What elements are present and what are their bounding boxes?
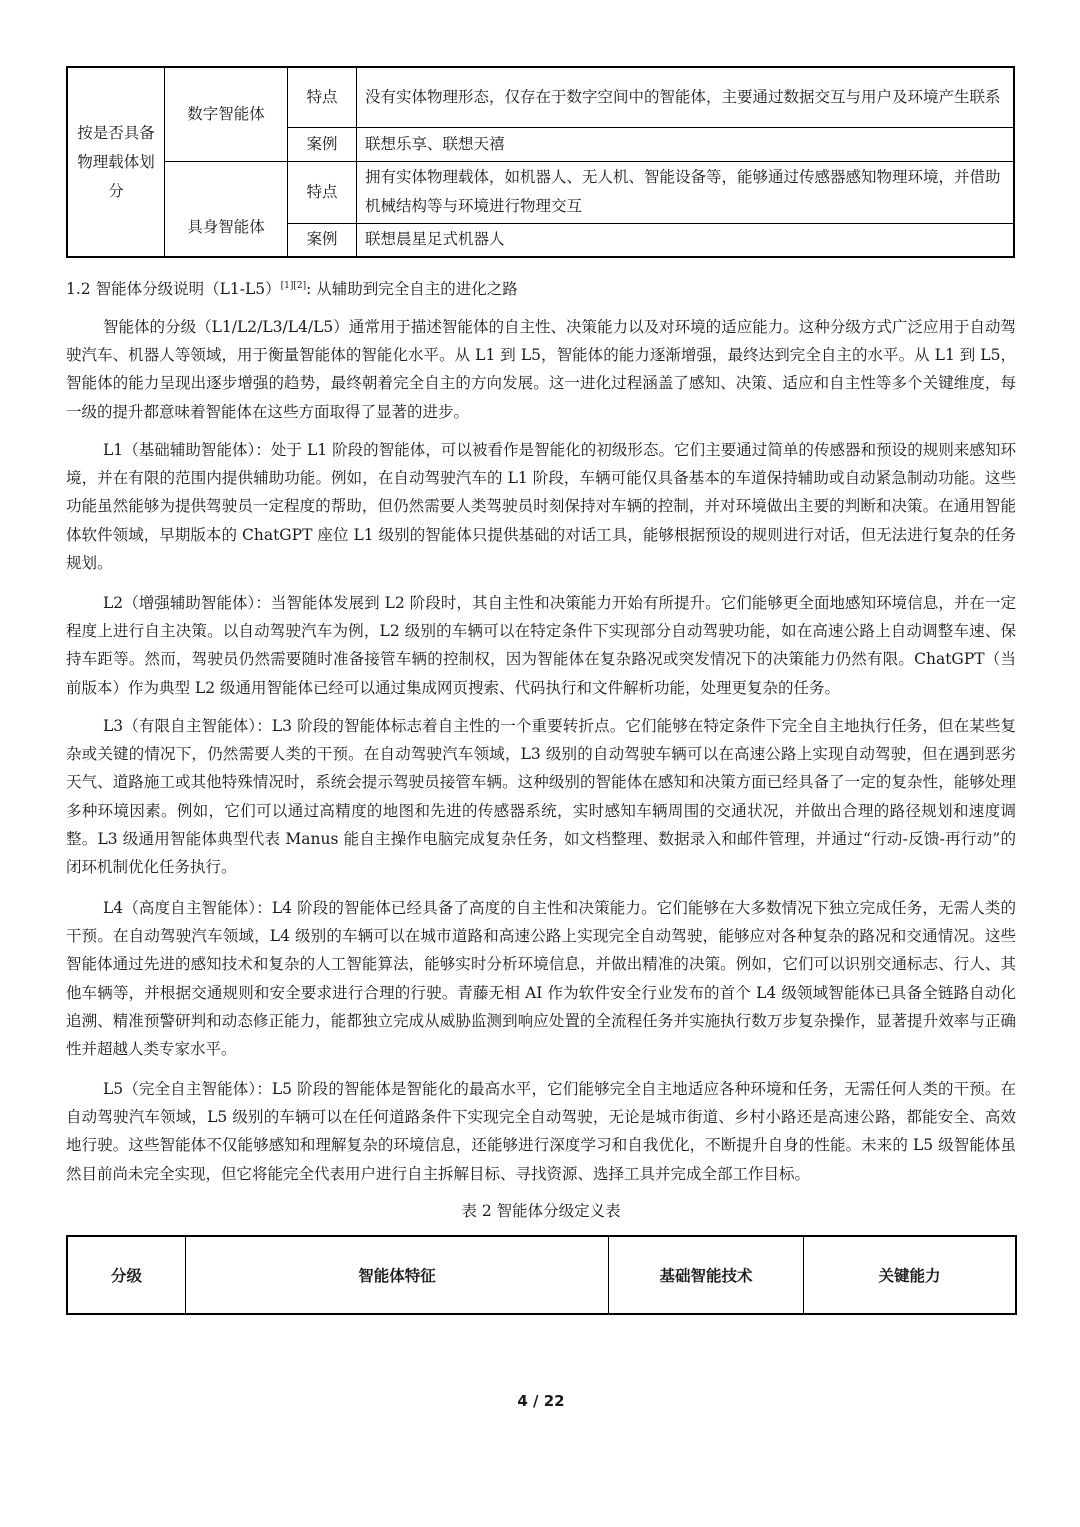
- table-caption: 表 2 智能体分级定义表: [461, 1202, 621, 1220]
- paragraph: 智能体的分级（L1/L2/L3/L4/L5）通常用于描述智能体的自主性、决策能力以及对环境的适应能力。这种分级方式广泛应用于自动驾驶汽车、机器人等领域，用于衡量智能体的智能化水平。从 L1 到 L5，智能体的能力逐渐增强，最终达到完全自主的水平。从 L1 到 L5，智能体的能力呈现出逐步增强的趋势，最终朝着完全自主的方向发展。这一进化过程涵盖了感知、决策、适应和自主性等多个关键维度，每一级的提升都意味着智能体在这些方面取得了显著的进步。: [66, 318, 1016, 421]
- table-header-cell: 基础智能技术: [609, 1236, 804, 1314]
- table-category-cell: 按是否具备物理载体划分: [67, 67, 165, 257]
- classification-table: [66, 66, 1015, 258]
- table-type-cell: 具身智能体: [165, 161, 288, 257]
- section-number: 1.2: [66, 280, 91, 298]
- paragraph: L5（完全自主智能体）：L5 阶段的智能体是智能化的最高水平，它们能够完全自主地适应各种环境和任务，无需任何人类的干预。在自动驾驶汽车领域，L5 级别的车辆可以在任何道路条件下实现完全自动驾驶，无论是城市街道、乡村小路还是高速公路，都能安全、高效地行驶。这些智能体不仅能够感知和理解复杂的环境信息，还能够进行深度学习和自我优化，不断提升自身的性能。未来的 L5 级智能体虽然目前尚未完全实现，但它将能完全代表用户进行自主拆解目标、寻找资源、选择工具并完成全部工作目标。: [66, 1080, 1016, 1183]
- table-value-cell: 拥有实体物理载体，如机器人、无人机、智能设备等，能够通过传感器感知物理环境，并借助机械结构等与环境进行物理交互: [357, 161, 1015, 223]
- section-heading: [66, 273, 518, 302]
- paragraph: L1（基础辅助智能体）：处于 L1 阶段的智能体，可以被看作是智能化的初级形态。它们主要通过简单的传感器和预设的规则来感知环境，并在有限的范围内提供辅助功能。例如，在自动驾驶汽车的 L1 阶段，车辆可能仅具备基本的车道保持辅助或自动紧急制动功能。这些功能虽然能够为提供驾驶员一定程度的帮助，但仍然需要人类驾驶员时刻保持对车辆的控制，并对环境做出主要的判断和决策。在通用智能体软件领域，早期版本的 ChatGPT 座位 L1 级别的智能体只提供基础的对话工具，能够根据预设的规则进行对话，但无法进行复杂的任务规划。: [66, 441, 1016, 572]
- paragraph: L2（增强辅助智能体）：当智能体发展到 L2 阶段时，其自主性和决策能力开始有所提升。它们能够更全面地感知环境信息，并在一定程度上进行自主决策。以自动驾驶汽车为例，L2 级别的车辆可以在特定条件下实现部分自动驾驶功能，如在高速公路上自动调整车速、保持车距等。然而，驾驶员仍然需要随时准备接管车辆的控制权，因为智能体在复杂路况或突发情况下的决策能力仍然有限。ChatGPT（当前版本）作为典型 L2 级通用智能体已经可以通过集成网页搜索、代码执行和文件解析功能，处理更复杂的任务。: [66, 594, 1016, 697]
- table-header-cell: 智能体特征: [186, 1236, 609, 1314]
- table-value-cell: 联想乐享、联想天禧: [357, 127, 1015, 161]
- section-title: 智能体分级说明（L1-L5）: [95, 280, 281, 298]
- table-value-cell: 没有实体物理形态，仅存在于数字空间中的智能体，主要通过数据交互与用户及环境产生联系: [357, 67, 1015, 127]
- table-header-cell: 关键能力: [804, 1236, 1017, 1314]
- paragraph: L4（高度自主智能体）：L4 阶段的智能体已经具备了高度的自主性和决策能力。它们能够在大多数情况下独立完成任务，无需人类的干预。在自动驾驶汽车领域，L4 级别的车辆可以在城市道路和高速公路上实现完全自动驾驶，能够应对各种复杂的路况和交通情况。这些智能体通过先进的感知技术和复杂的人工智能算法，能够实时分析环境信息，并做出精准的决策。例如，它们可以识别交通标志、行人、其他车辆等，并根据交通规则和安全要求进行合理的行驶。青藤无相 AI 作为软件安全行业发布的首个 L4 级领域智能体已具备全链路自动化追溯、精准预警研判和动态修正能力，能都独立完成从威胁监测到响应处置的全流程任务并实施执行数万步复杂操作，显著提升效率与正确性并超越人类专家水平。: [66, 899, 1016, 1059]
- page-number: 4 / 22: [517, 1392, 565, 1410]
- paragraph: L3（有限自主智能体）：L3 阶段的智能体标志着自主性的一个重要转折点。它们能够在特定条件下完全自主地执行任务，但在某些复杂或关键的情况下，仍然需要人类的干预。在自动驾驶汽车领域，L3 级别的自动驾驶车辆可以在高速公路上实现自动驾驶，但在遇到恶劣天气、道路施工或其他特殊情况时，系统会提示驾驶员接管车辆。这种级别的智能体在感知和决策方面已经具备了一定的复杂性，能够处理多种环境因素。例如，它们可以通过高精度的地图和先进的传感器系统，实时感知车辆周围的交通状况，并做出合理的路径规划和速度调整。L3 级通用智能体典型代表 Manus 能自主操作电脑完成复杂任务，如文档整理、数据录入和邮件管理，并通过“行动-反馈-再行动”的闭环机制优化任务执行。: [66, 717, 1016, 877]
- table-key-cell: 案例: [288, 127, 357, 161]
- table-value-cell: 联想晨星足式机器人: [357, 223, 1015, 257]
- table-key-cell: 案例: [288, 223, 357, 257]
- reference-marks: [1][2]: [280, 281, 307, 291]
- table-key-cell: 特点: [288, 161, 357, 223]
- table-type-cell: 数字智能体: [165, 67, 288, 161]
- section-subtitle: : 从辅助到完全自主的进化之路: [306, 280, 518, 298]
- table-key-cell: 特点: [288, 67, 357, 127]
- table-header-cell: 分级: [67, 1236, 186, 1314]
- grading-table: [66, 1235, 1017, 1315]
